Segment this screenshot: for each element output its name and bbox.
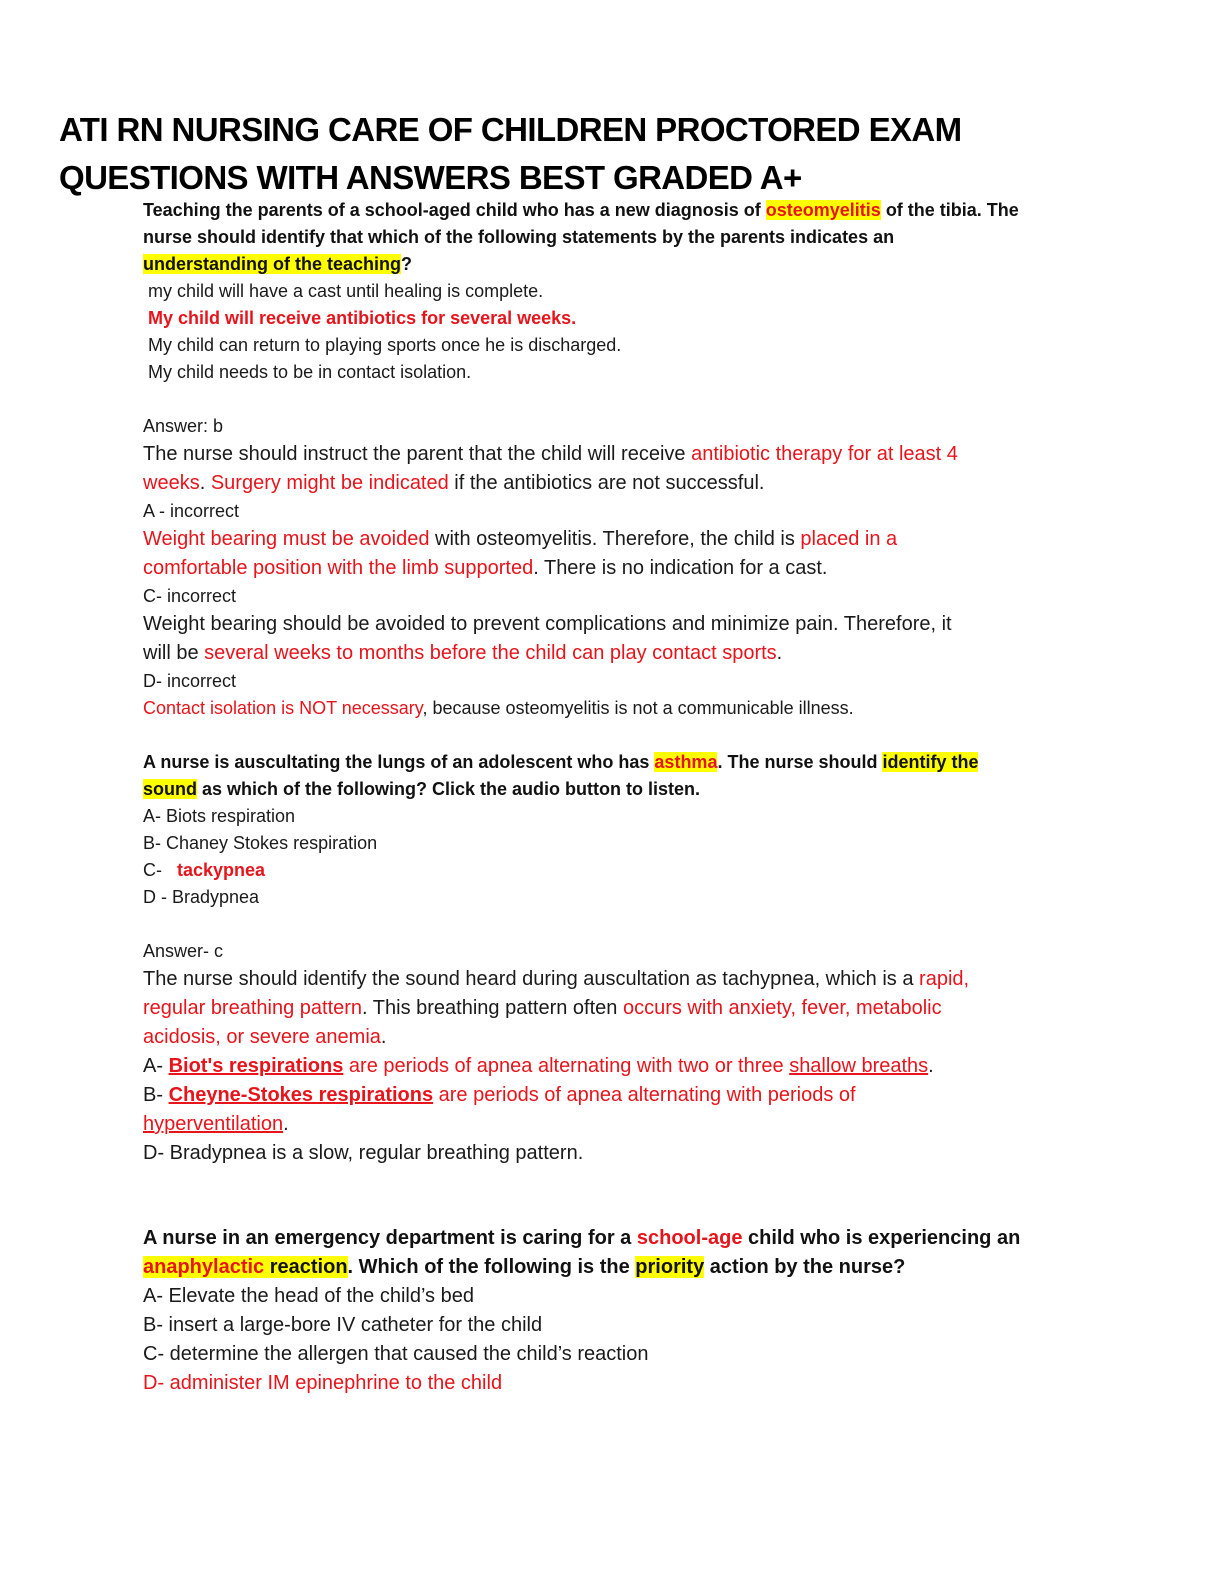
highlight-anaphylactic: anaphylactic	[143, 1256, 265, 1278]
highlight-priority: priority	[635, 1256, 705, 1278]
highlight-understanding: understanding of the teaching	[143, 254, 402, 274]
question-1-answer: Answer: b	[143, 416, 224, 436]
question-3-stem-line-2: anaphylactic reaction. Which of the following is the priority action by the nurse?	[143, 1256, 906, 1278]
question-1-option-a-rationale-2: comfortable position with the limb supported. There is no indication for a cast.	[143, 557, 828, 579]
highlight-sound: sound	[143, 779, 197, 799]
question-2-stem-line-2: sound as which of the following? Click the audio button to listen.	[143, 779, 700, 799]
question-1-stem-line-1: Teaching the parents of a school-aged child who has a new diagnosis of osteomyelitis of the tibia. The	[143, 200, 1019, 220]
question-1-option-correct: My child will receive antibiotics for several weeks.	[148, 308, 577, 328]
question-2-option-c: C- tackypnea	[143, 860, 266, 880]
question-2-rationale-a: A- Biot's respirations are periods of apnea alternating with two or three shallow breaths.	[143, 1055, 934, 1077]
title-line-2: QUESTIONS WITH ANSWERS BEST GRADED A+	[59, 159, 802, 196]
question-2-option-a: A- Biots respiration	[143, 806, 296, 826]
question-2-option-correct: tackypnea	[177, 860, 266, 880]
question-1-option-c-rationale-2: will be several weeks to months before the child can play contact sports.	[143, 642, 783, 664]
question-1-explanation-line-1: The nurse should instruct the parent that the child will receive antibiotic therapy for at least 4	[143, 443, 958, 465]
question-1-stem-line-2: nurse should identify that which of the following statements by the parents indicates an	[143, 227, 895, 247]
title-line-1: ATI RN NURSING CARE OF CHILDREN PROCTORED EXAM	[59, 111, 962, 148]
document-body	[143, 197, 1083, 1398]
question-3-stem-line-1: A nurse in an emergency department is caring for a school-age child who is experiencing an	[143, 1227, 1021, 1249]
question-1-explanation-line-2: weeks. Surgery might be indicated if the antibiotics are not successful.	[143, 472, 765, 494]
question-1	[143, 197, 1083, 722]
question-2-explanation-line-2: regular breathing pattern. This breathing pattern often occurs with anxiety, fever, metabolic	[143, 997, 942, 1019]
highlight-asthma: asthma	[654, 752, 718, 772]
question-1-option-c-label: C- incorrect	[143, 586, 237, 606]
highlight-osteomyelitis: osteomyelitis	[765, 200, 881, 220]
question-2-option-b: B- Chaney Stokes respiration	[143, 833, 378, 853]
question-1-option: my child will have a cast until healing is complete.	[148, 281, 544, 301]
question-1-stem-line-3: understanding of the teaching?	[143, 254, 413, 274]
question-2-answer: Answer- c	[143, 941, 224, 961]
question-2-rationale-b: B- Cheyne-Stokes respirations are periods of apnea alternating with periods of	[143, 1084, 856, 1106]
question-1-option-a-rationale-1: Weight bearing must be avoided with osteomyelitis. Therefore, the child is placed in a	[143, 528, 898, 550]
question-2-option-d: D - Bradypnea	[143, 887, 260, 907]
question-3-option-d-correct: D- administer IM epinephrine to the child	[143, 1372, 503, 1394]
question-3-option-b: B- insert a large-bore IV catheter for the child	[143, 1314, 543, 1336]
question-2-explanation-line-1: The nurse should identify the sound heard during auscultation as tachypnea, which is a rapid,	[143, 968, 970, 990]
question-3-option-c: C- determine the allergen that caused the child’s reaction	[143, 1343, 649, 1365]
document-title	[59, 106, 1139, 202]
question-3-option-a: A- Elevate the head of the child’s bed	[143, 1285, 474, 1307]
question-1-option: My child can return to playing sports once he is discharged.	[148, 335, 622, 355]
highlight-identify: identify the	[882, 752, 979, 772]
question-3	[143, 1224, 1083, 1398]
question-1-option-d-rationale: Contact isolation is NOT necessary, because osteomyelitis is not a communicable illness.	[143, 698, 854, 718]
question-2-stem-line-1: A nurse is auscultating the lungs of an adolescent who has asthma. The nurse should identify the	[143, 752, 979, 772]
question-2-rationale-d: D- Bradypnea is a slow, regular breathing pattern.	[143, 1142, 584, 1164]
question-1-option-a-label: A - incorrect	[143, 501, 240, 521]
question-2	[143, 749, 1083, 1168]
question-2-explanation-line-3: acidosis, or severe anemia.	[143, 1026, 387, 1048]
question-1-option-d-label: D- incorrect	[143, 671, 237, 691]
question-2-rationale-b-cont: hyperventilation.	[143, 1113, 289, 1135]
question-1-option: My child needs to be in contact isolation.	[148, 362, 472, 382]
question-1-option-c-rationale-1: Weight bearing should be avoided to prevent complications and minimize pain. Therefore, it	[143, 613, 952, 635]
